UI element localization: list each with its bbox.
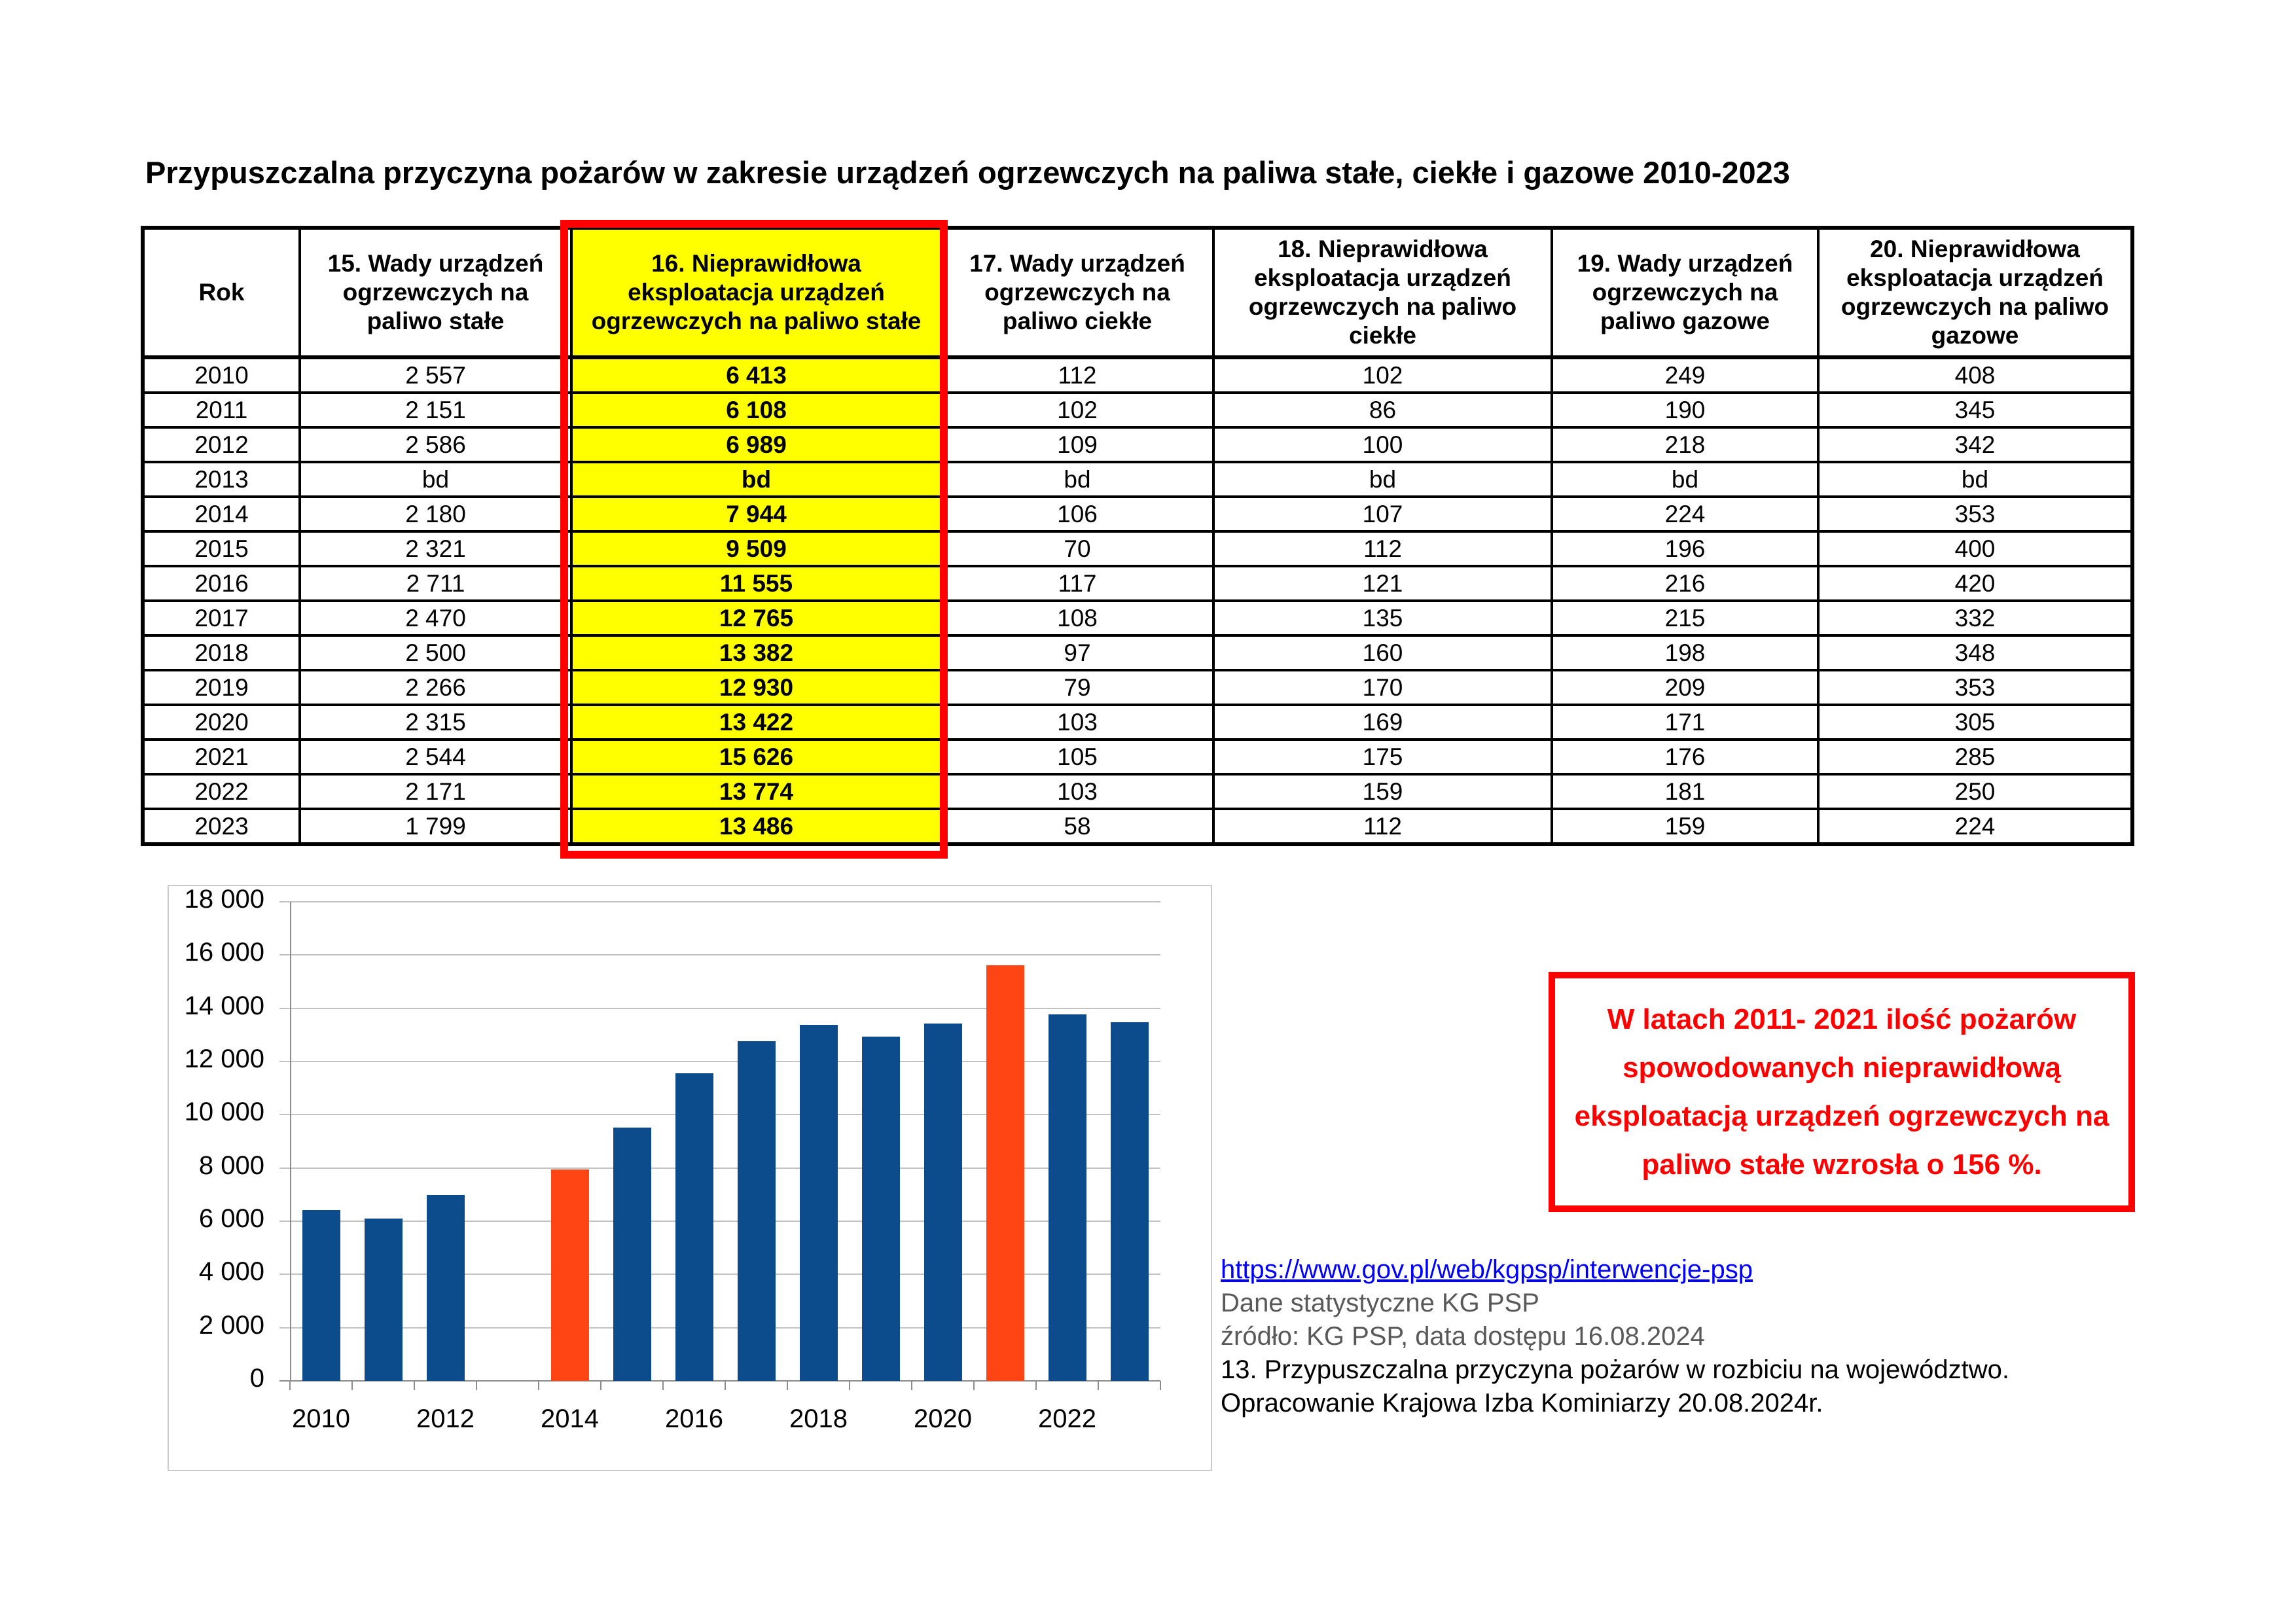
year-cell: 2014 bbox=[143, 497, 300, 531]
value-cell: 224 bbox=[1818, 809, 2132, 844]
x-axis-tick bbox=[1160, 1381, 1161, 1390]
bar-2014 bbox=[551, 1169, 589, 1381]
year-cell: 2010 bbox=[143, 357, 300, 393]
x-axis-tick-label: 2016 bbox=[665, 1404, 723, 1433]
fires-data-table-wrap bbox=[141, 226, 2134, 846]
value-cell: bd bbox=[1213, 462, 1552, 497]
source-line: Opracowanie Krajowa Izba Kominiarzy 20.08.2024r. bbox=[1221, 1389, 1823, 1418]
value-cell: 345 bbox=[1818, 393, 2132, 427]
value-cell: 190 bbox=[1552, 393, 1818, 427]
value-cell: 348 bbox=[1818, 635, 2132, 670]
y-axis-tick-label: 16 000 bbox=[184, 938, 264, 967]
x-axis-tick bbox=[662, 1381, 664, 1390]
column-header-6: 20. Nieprawidłowa eksploatacja urządzeń ogrzewczych na paliwo gazowe bbox=[1818, 228, 2132, 357]
bar-2015 bbox=[613, 1128, 651, 1381]
value-cell: 2 711 bbox=[300, 566, 571, 601]
table-row bbox=[143, 809, 2132, 844]
fires-data-table bbox=[141, 226, 2134, 846]
table-row bbox=[143, 462, 2132, 497]
gridline bbox=[279, 1168, 1160, 1169]
value-cell: 224 bbox=[1552, 497, 1818, 531]
value-cell: 2 151 bbox=[300, 393, 571, 427]
value-cell: 102 bbox=[941, 393, 1213, 427]
value-cell: 86 bbox=[1213, 393, 1552, 427]
value-cell: 13 486 bbox=[571, 809, 941, 844]
value-cell: bd bbox=[1552, 462, 1818, 497]
bar-chart bbox=[168, 885, 1212, 1471]
gridline bbox=[279, 1061, 1160, 1062]
gridline bbox=[279, 901, 1160, 902]
x-axis-tick bbox=[725, 1381, 726, 1390]
x-axis-tick bbox=[849, 1381, 850, 1390]
source-line: źródło: KG PSP, data dostępu 16.08.2024 bbox=[1221, 1322, 1705, 1351]
value-cell: bd bbox=[571, 462, 941, 497]
gridline bbox=[279, 1221, 1160, 1222]
year-cell: 2023 bbox=[143, 809, 300, 844]
value-cell: 2 557 bbox=[300, 357, 571, 393]
value-cell: 7 944 bbox=[571, 497, 941, 531]
callout-box bbox=[1549, 972, 2135, 1212]
y-axis-tick-label: 8 000 bbox=[198, 1150, 264, 1180]
x-axis-tick bbox=[911, 1381, 912, 1390]
source-line: 13. Przypuszczalna przyczyna pożarów w rozbiciu na województwo. bbox=[1221, 1355, 2009, 1384]
y-axis-tick-label: 14 000 bbox=[184, 991, 264, 1020]
bar-2018 bbox=[800, 1025, 838, 1381]
value-cell: 250 bbox=[1818, 774, 2132, 809]
value-cell: bd bbox=[300, 462, 571, 497]
value-cell: 176 bbox=[1552, 740, 1818, 774]
x-axis-tick-label: 2012 bbox=[416, 1404, 475, 1433]
value-cell: 102 bbox=[1213, 357, 1552, 393]
table-row bbox=[143, 497, 2132, 531]
value-cell: 196 bbox=[1552, 531, 1818, 566]
sources-block bbox=[1221, 1253, 2009, 1420]
value-cell: 218 bbox=[1552, 427, 1818, 462]
value-cell: 2 266 bbox=[300, 670, 571, 705]
value-cell: 285 bbox=[1818, 740, 2132, 774]
year-cell: 2011 bbox=[143, 393, 300, 427]
value-cell: 100 bbox=[1213, 427, 1552, 462]
value-cell: bd bbox=[941, 462, 1213, 497]
value-cell: 70 bbox=[941, 531, 1213, 566]
year-cell: 2020 bbox=[143, 705, 300, 740]
column-header-3: 17. Wady urządzeń ogrzewczych na paliwo ciekłe bbox=[941, 228, 1213, 357]
value-cell: 11 555 bbox=[571, 566, 941, 601]
bar-2011 bbox=[365, 1219, 403, 1381]
year-cell: 2018 bbox=[143, 635, 300, 670]
year-cell: 2016 bbox=[143, 566, 300, 601]
value-cell: 6 413 bbox=[571, 357, 941, 393]
y-axis-line bbox=[290, 902, 291, 1381]
gridline bbox=[279, 1380, 1160, 1382]
table-row bbox=[143, 531, 2132, 566]
value-cell: 2 171 bbox=[300, 774, 571, 809]
x-axis-tick bbox=[476, 1381, 477, 1390]
gridline bbox=[279, 1114, 1160, 1115]
bar-2010 bbox=[302, 1210, 340, 1381]
value-cell: 353 bbox=[1818, 497, 2132, 531]
gridline bbox=[279, 1008, 1160, 1009]
x-axis-tick-label: 2020 bbox=[914, 1404, 972, 1433]
x-axis-tick bbox=[414, 1381, 415, 1390]
value-cell: 117 bbox=[941, 566, 1213, 601]
page-title: Przypuszczalna przyczyna pożarów w zakresie urządzeń ogrzewczych na paliwa stałe, ciekłe i gazowe 2010-2023 bbox=[145, 155, 1790, 190]
value-cell: 209 bbox=[1552, 670, 1818, 705]
value-cell: 103 bbox=[941, 774, 1213, 809]
value-cell: 106 bbox=[941, 497, 1213, 531]
column-header-0: Rok bbox=[143, 228, 300, 357]
table-row bbox=[143, 601, 2132, 635]
value-cell: 107 bbox=[1213, 497, 1552, 531]
value-cell: 159 bbox=[1552, 809, 1818, 844]
x-axis-tick bbox=[787, 1381, 788, 1390]
value-cell: 215 bbox=[1552, 601, 1818, 635]
table-row bbox=[143, 705, 2132, 740]
x-axis-tick bbox=[1098, 1381, 1099, 1390]
gridline bbox=[279, 954, 1160, 955]
value-cell: 6 989 bbox=[571, 427, 941, 462]
table-row bbox=[143, 357, 2132, 393]
value-cell: 353 bbox=[1818, 670, 2132, 705]
value-cell: 160 bbox=[1213, 635, 1552, 670]
y-axis-tick-label: 18 000 bbox=[184, 885, 264, 914]
gridline bbox=[279, 1327, 1160, 1329]
x-axis-tick bbox=[538, 1381, 539, 1390]
value-cell: 198 bbox=[1552, 635, 1818, 670]
bar-2016 bbox=[675, 1073, 713, 1381]
value-cell: 79 bbox=[941, 670, 1213, 705]
value-cell: 109 bbox=[941, 427, 1213, 462]
bar-2022 bbox=[1049, 1014, 1086, 1381]
value-cell: 2 315 bbox=[300, 705, 571, 740]
value-cell: 105 bbox=[941, 740, 1213, 774]
x-axis-tick-label: 2022 bbox=[1038, 1404, 1096, 1433]
year-cell: 2013 bbox=[143, 462, 300, 497]
value-cell: 112 bbox=[941, 357, 1213, 393]
value-cell: 2 470 bbox=[300, 601, 571, 635]
value-cell: 2 544 bbox=[300, 740, 571, 774]
value-cell: 9 509 bbox=[571, 531, 941, 566]
y-axis-tick-label: 10 000 bbox=[184, 1097, 264, 1127]
bar-2017 bbox=[738, 1041, 776, 1381]
table-row bbox=[143, 635, 2132, 670]
value-cell: 2 500 bbox=[300, 635, 571, 670]
value-cell: 2 180 bbox=[300, 497, 571, 531]
year-cell: 2017 bbox=[143, 601, 300, 635]
value-cell: 108 bbox=[941, 601, 1213, 635]
value-cell: 159 bbox=[1213, 774, 1552, 809]
year-cell: 2022 bbox=[143, 774, 300, 809]
year-cell: 2012 bbox=[143, 427, 300, 462]
x-axis-tick bbox=[600, 1381, 601, 1390]
bar-chart-plot-area bbox=[184, 885, 1160, 1433]
x-axis-tick bbox=[351, 1381, 353, 1390]
value-cell: 170 bbox=[1213, 670, 1552, 705]
x-axis-tick-label: 2014 bbox=[541, 1404, 599, 1433]
table-row bbox=[143, 670, 2132, 705]
value-cell: 400 bbox=[1818, 531, 2132, 566]
value-cell: 13 774 bbox=[571, 774, 941, 809]
y-axis-tick-label: 4 000 bbox=[198, 1257, 264, 1287]
value-cell: 135 bbox=[1213, 601, 1552, 635]
bar-2023 bbox=[1111, 1022, 1149, 1381]
year-cell: 2019 bbox=[143, 670, 300, 705]
year-cell: 2021 bbox=[143, 740, 300, 774]
bar-2019 bbox=[862, 1037, 900, 1381]
y-axis-tick-label: 2 000 bbox=[198, 1310, 264, 1340]
column-header-1: 15. Wady urządzeń ogrzewczych na paliwo stałe bbox=[300, 228, 571, 357]
y-axis-tick-label: 0 bbox=[249, 1364, 264, 1393]
value-cell: 58 bbox=[941, 809, 1213, 844]
table-row bbox=[143, 393, 2132, 427]
value-cell: 103 bbox=[941, 705, 1213, 740]
gridline bbox=[279, 1274, 1160, 1275]
year-cell: 2015 bbox=[143, 531, 300, 566]
value-cell: 121 bbox=[1213, 566, 1552, 601]
x-axis-tick-label: 2018 bbox=[789, 1404, 848, 1433]
value-cell: 169 bbox=[1213, 705, 1552, 740]
bar-2020 bbox=[924, 1024, 962, 1381]
value-cell: 112 bbox=[1213, 809, 1552, 844]
value-cell: 12 930 bbox=[571, 670, 941, 705]
callout-text: W latach 2011- 2021 ilość pożarów spowodowanych nieprawidłową eksploatacją urządzeń ogrzewczych na paliwo stałe wzrosła o 156 %. bbox=[1574, 1003, 2109, 1181]
table-row bbox=[143, 566, 2132, 601]
value-cell: 249 bbox=[1552, 357, 1818, 393]
bar-2021 bbox=[986, 965, 1024, 1381]
x-axis-tick bbox=[289, 1381, 291, 1390]
value-cell: 6 108 bbox=[571, 393, 941, 427]
value-cell: 2 586 bbox=[300, 427, 571, 462]
column-header-4: 18. Nieprawidłowa eksploatacja urządzeń ogrzewczych na paliwo ciekłe bbox=[1213, 228, 1552, 357]
source-link-line bbox=[1221, 1253, 2009, 1287]
value-cell: 12 765 bbox=[571, 601, 941, 635]
y-axis-tick-label: 6 000 bbox=[198, 1204, 264, 1233]
x-axis-tick bbox=[973, 1381, 975, 1390]
value-cell: 2 321 bbox=[300, 531, 571, 566]
column-header-5: 19. Wady urządzeń ogrzewczych na paliwo gazowe bbox=[1552, 228, 1818, 357]
value-cell: 13 382 bbox=[571, 635, 941, 670]
source-link[interactable]: https://www.gov.pl/web/kgpsp/interwencje-psp bbox=[1221, 1255, 1753, 1284]
value-cell: 181 bbox=[1552, 774, 1818, 809]
table-row bbox=[143, 774, 2132, 809]
table-row bbox=[143, 740, 2132, 774]
bar-2012 bbox=[427, 1195, 465, 1381]
value-cell: 15 626 bbox=[571, 740, 941, 774]
value-cell: 175 bbox=[1213, 740, 1552, 774]
value-cell: 171 bbox=[1552, 705, 1818, 740]
x-axis-tick-label: 2010 bbox=[292, 1404, 350, 1433]
column-header-2: 16. Nieprawidłowa eksploatacja urządzeń ogrzewczych na paliwo stałe bbox=[571, 228, 941, 357]
table-row bbox=[143, 427, 2132, 462]
value-cell: 332 bbox=[1818, 601, 2132, 635]
table-header-row bbox=[143, 228, 2132, 357]
x-axis-tick bbox=[1035, 1381, 1037, 1390]
value-cell: 305 bbox=[1818, 705, 2132, 740]
value-cell: 342 bbox=[1818, 427, 2132, 462]
value-cell: 420 bbox=[1818, 566, 2132, 601]
value-cell: bd bbox=[1818, 462, 2132, 497]
y-axis-tick-label: 12 000 bbox=[184, 1044, 264, 1073]
value-cell: 1 799 bbox=[300, 809, 571, 844]
value-cell: 13 422 bbox=[571, 705, 941, 740]
value-cell: 97 bbox=[941, 635, 1213, 670]
value-cell: 408 bbox=[1818, 357, 2132, 393]
value-cell: 112 bbox=[1213, 531, 1552, 566]
source-line: Dane statystyczne KG PSP bbox=[1221, 1289, 1539, 1317]
value-cell: 216 bbox=[1552, 566, 1818, 601]
